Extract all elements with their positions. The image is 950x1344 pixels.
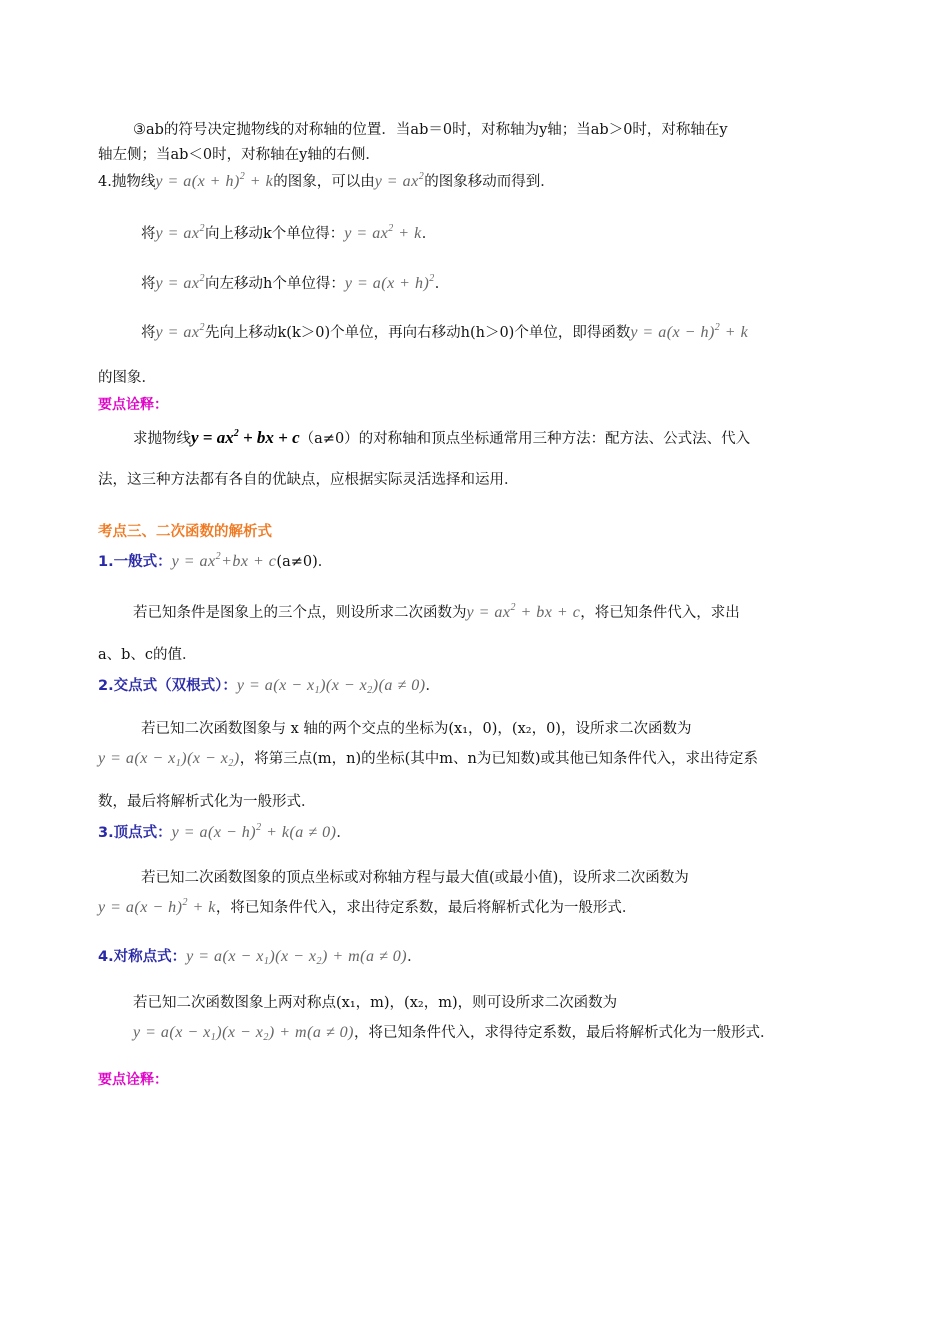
text: 将 bbox=[141, 325, 156, 341]
formula-vertex: $y = a(x - h)^2 + k(a \ne 0)$ bbox=[171, 822, 337, 841]
form-4-symmetric bbox=[98, 947, 854, 967]
text: 若已知条件是图象上的三个点，则设所求二次函数为 bbox=[133, 605, 467, 621]
text: a、b、c的值． bbox=[98, 647, 197, 663]
formula-ax2: $y = ax^2$ bbox=[374, 171, 425, 190]
note-paragraph-1-cont bbox=[98, 470, 854, 490]
note-label: 要点诠释： bbox=[98, 1072, 168, 1088]
form-2-paragraph-cont bbox=[98, 749, 854, 769]
text: ． bbox=[407, 949, 422, 965]
form-2-paragraph bbox=[141, 719, 854, 739]
text: 若已知二次函数图象与 x 轴的两个交点的坐标为(x₁，0)，(x₂，0)，设所求二次函数为 bbox=[141, 721, 692, 737]
note-heading-1 bbox=[98, 395, 854, 415]
text: 数，最后将解析式化为一般形式． bbox=[98, 794, 316, 810]
formula-ax2: $y = ax^2$ bbox=[155, 223, 205, 242]
text: 向左移动h个单位得： bbox=[205, 276, 345, 292]
formula-roots: $y = a(x - x_1)(x - x_2)(a \ne 0)$ bbox=[236, 677, 426, 696]
text: （a≠0）的对称轴和顶点坐标通常用三种方法：配方法、公式法、代入 bbox=[299, 431, 751, 447]
form-label-colon: ： bbox=[222, 678, 237, 694]
shift-up-right-line bbox=[141, 323, 854, 343]
paragraph-ab-sign-cont bbox=[98, 145, 854, 165]
form-1-paragraph-cont bbox=[98, 645, 854, 665]
text: 先向上移动k(k＞0)个单位，再向右移动h(h＞0)个单位，即得函数 bbox=[205, 325, 631, 341]
text: 求抛物线 bbox=[133, 431, 191, 447]
formula-vertex: $y = a(x - h)^2 + k$ bbox=[98, 897, 216, 916]
text: 若已知二次函数图象上两对称点(x₁，m)，(x₂，m)，则可设所求二次函数为 bbox=[133, 995, 618, 1011]
formula-ax2: $y = ax^2$ bbox=[155, 273, 205, 292]
formula-standard: $y = ax^2$ + bx + c bbox=[191, 428, 300, 447]
formula-symmetric: $y = a(x - x_1)(x - x_2) + m(a \ne 0)$ bbox=[133, 1024, 355, 1043]
formula-general: $y = ax^2$ + bx + c bbox=[466, 602, 581, 621]
shift-up-line bbox=[141, 224, 854, 244]
text: ，将第三点(m，n)的坐标(其中m、n为已知数)或其他已知条件代入，求出待定系 bbox=[239, 751, 759, 767]
section-heading-kd3 bbox=[98, 522, 854, 542]
note-paragraph-1 bbox=[133, 428, 854, 449]
text: ，将已知条件代入，求得待定系数，最后将解析式化为一般形式． bbox=[354, 1025, 775, 1041]
note-heading-2 bbox=[98, 1070, 854, 1090]
section-title: 考点三、二次函数的解析式 bbox=[98, 524, 272, 540]
text: 将 bbox=[141, 276, 156, 292]
text: ． bbox=[425, 678, 441, 694]
text: 法，这三种方法都有各自的优缺点，应根据实际灵活选择和运用． bbox=[98, 472, 519, 488]
formula-minus-h-plus-k: $y = a(x - h)^2 + k$ bbox=[630, 322, 749, 341]
shift-up-right-cont bbox=[98, 368, 854, 388]
form-4-paragraph bbox=[133, 993, 854, 1013]
text: (a≠0)． bbox=[276, 554, 333, 570]
text: 的图象移动而得到． bbox=[424, 174, 555, 190]
text: ，将已知条件代入，求出 bbox=[580, 605, 740, 621]
form-4-paragraph-cont bbox=[133, 1023, 854, 1043]
form-3-paragraph bbox=[141, 868, 854, 888]
paragraph-4-parabola bbox=[98, 172, 854, 192]
note-label: 要点诠释： bbox=[98, 397, 168, 413]
text: ，将已知条件代入，求出待定系数，最后将解析式化为一般形式． bbox=[215, 900, 637, 916]
text: 4.抛物线 bbox=[98, 174, 156, 190]
text: ． bbox=[421, 226, 437, 242]
text: 的图象． bbox=[98, 370, 156, 386]
formula-general: $y = ax^2+bx + c$ bbox=[171, 551, 277, 570]
formula-vertex-plus: $y = a(x + h)^2 + k$ bbox=[155, 171, 274, 190]
text: 若已知二次函数图象的顶点坐标或对称轴方程与最大值(或最小值)，设所求二次函数为 bbox=[141, 870, 689, 886]
form-label: 1.一般式： bbox=[98, 554, 172, 570]
form-2-roots bbox=[98, 676, 854, 696]
form-label: 4.对称点式： bbox=[98, 949, 187, 965]
form-1-paragraph bbox=[133, 603, 854, 623]
text: 将 bbox=[141, 226, 156, 242]
formula-ax2: $y = ax^2$ bbox=[155, 322, 205, 341]
formula-shift-left: $y = a(x + h)^2$ bbox=[344, 273, 435, 292]
form-1-general bbox=[98, 552, 854, 572]
form-2-paragraph-end bbox=[98, 792, 854, 812]
text: ． bbox=[336, 825, 351, 841]
paragraph-ab-sign bbox=[133, 120, 854, 140]
shift-left-line bbox=[141, 274, 854, 294]
form-3-vertex bbox=[98, 823, 854, 843]
text: 向上移动k个单位得： bbox=[205, 226, 345, 242]
text: 轴左侧；当ab＜0时，对称轴在y轴的右侧． bbox=[98, 147, 380, 163]
form-label: 3.顶点式： bbox=[98, 825, 172, 841]
formula-ax2-plus-k: $y = ax^2 + k$ bbox=[344, 223, 422, 242]
text: ． bbox=[434, 276, 450, 292]
form-label: 2.交点式（双根式） bbox=[98, 678, 223, 694]
formula-symmetric: $y = a(x - x_1)(x - x_2) + m(a \ne 0)$ bbox=[186, 948, 408, 967]
form-3-paragraph-cont bbox=[98, 898, 854, 918]
text: 的图象，可以由 bbox=[273, 174, 375, 190]
formula-roots: $y = a(x - x_1)(x - x_2)$ bbox=[98, 750, 240, 769]
text: ③ab的符号决定抛物线的对称轴的位置．当ab＝0时，对称轴为y轴；当ab＞0时，对称轴在y bbox=[133, 122, 728, 138]
